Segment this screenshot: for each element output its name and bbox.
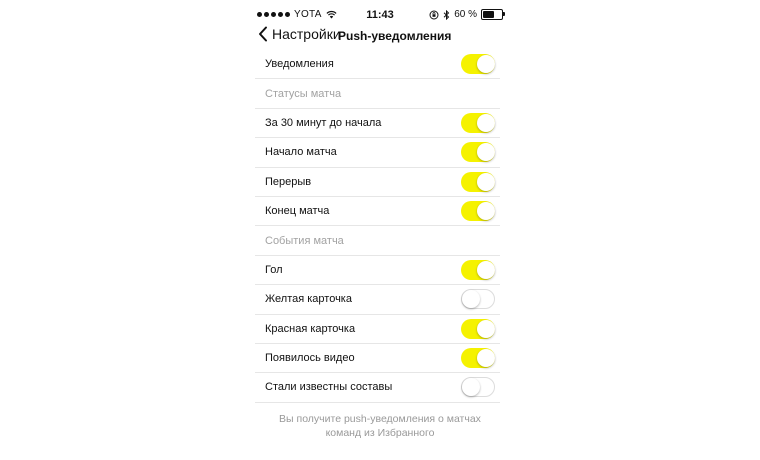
- toggle-switch[interactable]: [461, 113, 495, 133]
- toggle-knob: [477, 173, 495, 191]
- settings-row-label: За 30 минут до начала: [265, 116, 382, 129]
- toggle-knob: [462, 290, 480, 308]
- page-title: Push-уведомления: [338, 29, 452, 43]
- settings-row-label: Появилось видео: [265, 352, 355, 365]
- clock: 11:43: [366, 9, 394, 21]
- status-right: [429, 9, 503, 20]
- chevron-left-icon: [258, 26, 268, 42]
- settings-row-label: Уведомления: [265, 58, 334, 71]
- battery-icon: [481, 9, 503, 20]
- settings-row-label: Стали известны составы: [265, 381, 393, 394]
- settings-row: [255, 109, 500, 138]
- toggle-knob: [477, 202, 495, 220]
- toggle-knob: [462, 378, 480, 396]
- back-label: Настройки: [272, 26, 341, 42]
- settings-row: [255, 256, 500, 285]
- footer-note-line: команд из Избранного: [325, 427, 435, 439]
- toggle-switch[interactable]: [461, 289, 495, 309]
- toggle-knob: [477, 114, 495, 132]
- toggle-switch[interactable]: [461, 142, 495, 162]
- settings-row: [255, 285, 500, 314]
- carrier-name: YOTA: [294, 9, 322, 20]
- toggle-knob: [477, 349, 495, 367]
- navigation-bar: [255, 26, 505, 48]
- settings-list: [255, 50, 500, 403]
- toggle-switch[interactable]: [461, 319, 495, 339]
- settings-row-label: Перерыв: [265, 175, 312, 188]
- toggle-switch[interactable]: [461, 260, 495, 280]
- section-header: Статусы матча: [255, 79, 500, 108]
- footer-note-line: Вы получите push-уведомления о матчах: [279, 413, 481, 425]
- bluetooth-icon: [443, 10, 450, 20]
- settings-row: [255, 50, 500, 79]
- toggle-knob: [477, 320, 495, 338]
- back-button[interactable]: [258, 26, 341, 42]
- toggle-knob: [477, 261, 495, 279]
- status-bar: [255, 6, 505, 24]
- settings-row: [255, 168, 500, 197]
- footer-note: [255, 412, 505, 440]
- toggle-switch[interactable]: [461, 348, 495, 368]
- section-header: События матча: [255, 226, 500, 255]
- settings-row-label: Желтая карточка: [265, 293, 352, 306]
- settings-row-label: Начало матча: [265, 146, 337, 159]
- settings-row: [255, 315, 500, 344]
- toggle-switch[interactable]: [461, 54, 495, 74]
- toggle-switch[interactable]: [461, 172, 495, 192]
- toggle-switch[interactable]: [461, 201, 495, 221]
- settings-row-label: Конец матча: [265, 205, 330, 218]
- settings-row: [255, 138, 500, 167]
- settings-row: [255, 344, 500, 373]
- settings-row: [255, 373, 500, 402]
- settings-row-label: Гол: [265, 263, 283, 276]
- settings-row-label: Красная карточка: [265, 322, 356, 335]
- toggle-switch[interactable]: [461, 377, 495, 397]
- toggle-knob: [477, 143, 495, 161]
- settings-row: [255, 197, 500, 226]
- toggle-knob: [477, 55, 495, 73]
- battery-percent: 60 %: [454, 9, 477, 20]
- orientation-lock-icon: [429, 10, 439, 20]
